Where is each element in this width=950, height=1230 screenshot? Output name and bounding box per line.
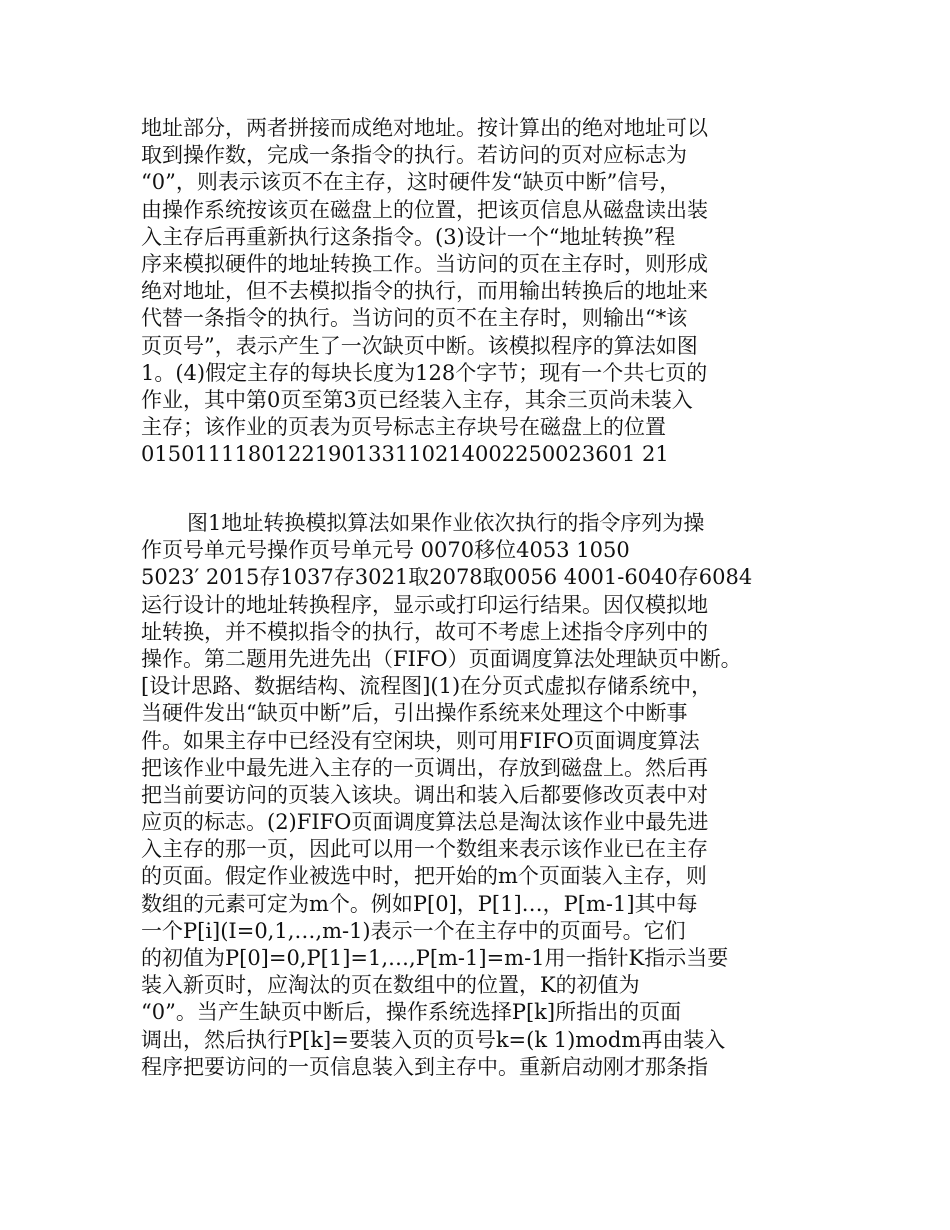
text-line: 代替一条指令的执行。当访问的页不在主存时，则输出“*该 bbox=[141, 306, 688, 331]
text-line: 操作。第二题用先进先出（FIFO）页面调度算法处理缺页中断。 bbox=[141, 646, 742, 671]
text-line: 把当前要访问的页装入该块。调出和装入后都要修改页表中对 bbox=[141, 782, 708, 807]
text-line: 程序把要访问的一页信息装入到主存中。重新启动刚才那条指 bbox=[141, 1054, 708, 1079]
text-line: 取到操作数，完成一条指令的执行。若访问的页对应标志为 bbox=[141, 143, 687, 168]
text-line: 应页的标志。(2)FIFO页面调度算法总是淘汰该作业中最先进 bbox=[141, 810, 709, 835]
text-line: 作业，其中第0页至第3页已经装入主存，其余三页尚未装入 bbox=[141, 387, 693, 412]
text-line: 绝对地址，但不去模拟指令的执行，而用输出转换后的地址来 bbox=[141, 279, 708, 304]
text-line: 运行设计的地址转换程序，显示或打印运行结果。因仅模拟地 bbox=[141, 592, 708, 617]
text-line: 当硬件发出“缺页中断”后，引出操作系统来处理这个中断事 bbox=[141, 701, 688, 726]
text-line: 的页面。假定作业被选中时，把开始的m个页面装入主存，则 bbox=[141, 864, 707, 889]
text-line: 作页号单元号操作页号单元号 0070移位4053 1050 bbox=[141, 538, 630, 563]
text-line: 页页号”，表示产生了一次缺页中断。该模拟程序的算法如图 bbox=[141, 333, 698, 358]
text-line: “0”，则表示该页不在主存，这时硬件发“缺页中断”信号， bbox=[141, 170, 681, 195]
text-line: 装入新页时，应淘汰的页在数组中的位置，K的初值为 bbox=[141, 973, 640, 998]
text-line: 地址部分，两者拼接而成绝对地址。按计算出的绝对地址可以 bbox=[141, 116, 708, 140]
text-line: 1。(4)假定主存的每块长度为128个字节；现有一个共七页的 bbox=[141, 360, 708, 385]
text-line: 由操作系统按该页在磁盘上的位置，把该页信息从磁盘读出装 bbox=[141, 197, 708, 222]
text-line: “0”。当产生缺页中断后，操作系统选择P[k]所指出的页面 bbox=[141, 1000, 682, 1025]
text-line: 主存；该作业的页表为页号标志主存块号在磁盘上的位置 bbox=[141, 415, 666, 440]
text-line: 5023′ 2015存1037存3021取2078取0056 4001-6040存6084 bbox=[141, 565, 753, 590]
text-line: 0150111180122190133110214002250023601 21 bbox=[141, 442, 669, 467]
text-line: 把该作业中最先进入主存的一页调出，存放到磁盘上。然后再 bbox=[141, 755, 708, 780]
text-line: [设计思路、数据结构、流程图](1)在分页式虚拟存储系统中， bbox=[141, 674, 713, 699]
text-line: 址转换，并不模拟指令的执行，故可不考虑上述指令序列中的 bbox=[141, 619, 708, 644]
text-line: 入主存后再重新执行这条指令。(3)设计一个“地址转换”程 bbox=[141, 224, 676, 249]
paragraph-address-translation bbox=[141, 115, 821, 468]
text-line: 数组的元素可定为m个。例如P[0]，P[1]…，P[m-1]其中每 bbox=[141, 891, 698, 916]
text-line: 图1地址转换模拟算法如果作业依次执行的指令序列为操 bbox=[187, 511, 705, 535]
text-line: 件。如果主存中已经没有空闲块，则可用FIFO页面调度算法 bbox=[141, 728, 700, 753]
text-line: 调出，然后执行P[k]=要装入页的页号k=(k 1)modm再由装入 bbox=[141, 1027, 726, 1052]
text-line: 序来模拟硬件的地址转换工作。当访问的页在主存时，则形成 bbox=[141, 251, 708, 276]
paragraph-fifo-algorithm bbox=[141, 510, 821, 1081]
text-line: 的初值为P[0]=0,P[1]=1,…,P[m-1]=m-1用一指针K指示当要 bbox=[141, 946, 729, 970]
text-line: 一个P[i](I=0,1,…,m-1)表示一个在主存中的页面号。它们 bbox=[141, 918, 686, 943]
text-line: 入主存的那一页，因此可以用一个数组来表示该作业已在主存 bbox=[141, 837, 708, 862]
